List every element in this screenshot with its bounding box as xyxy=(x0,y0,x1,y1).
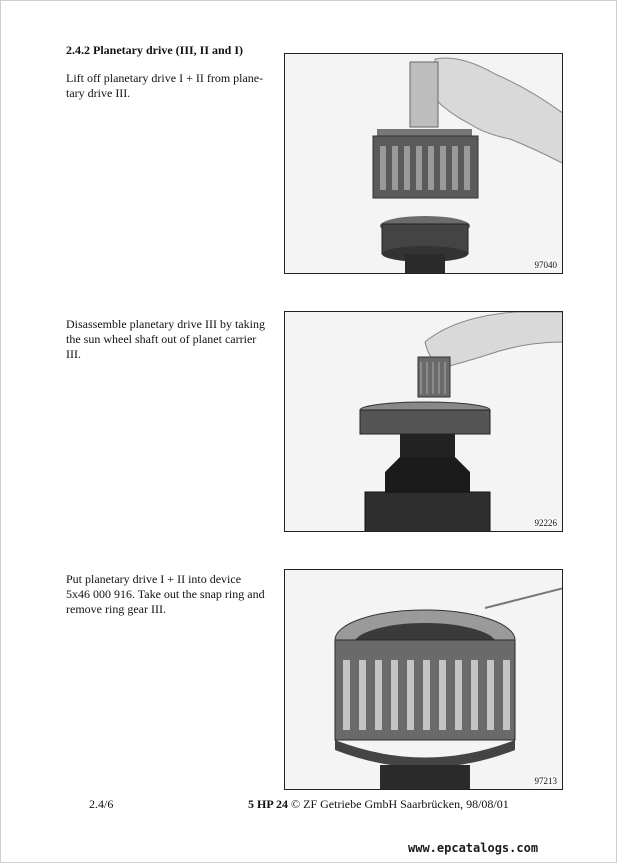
watermark-link[interactable]: www.epcatalogs.com xyxy=(408,841,539,855)
figure-3-illustration xyxy=(285,570,563,790)
copyright-text: © ZF Getriebe GmbH Saarbrücken, 98/08/01 xyxy=(291,797,509,811)
figure-number: 97040 xyxy=(534,260,557,270)
figure-1-illustration xyxy=(285,54,563,274)
instruction-line: remove ring gear III. xyxy=(66,602,166,616)
figure-number: 97213 xyxy=(534,776,557,786)
model-name: 5 HP 24 xyxy=(248,797,289,811)
section-number: 2.4.2 xyxy=(66,43,90,57)
figure-1-photo xyxy=(284,53,563,274)
instruction-step-2 xyxy=(66,317,278,362)
instruction-line: the sun wheel shaft out of planet carrier xyxy=(66,332,257,346)
section-heading xyxy=(66,43,243,58)
instruction-line: Lift off planetary drive I + II from plane- xyxy=(66,71,264,85)
figure-2-photo xyxy=(284,311,563,532)
instruction-line: tary drive III. xyxy=(66,86,131,100)
instruction-line: III. xyxy=(66,347,81,361)
instruction-line: Disassemble planetary drive III by taking xyxy=(66,317,265,331)
footer-copyright xyxy=(248,797,509,812)
instruction-line: 5x46 000 916. Take out the snap ring and xyxy=(66,587,265,601)
page-number: 2.4/6 xyxy=(89,797,114,811)
instruction-line: Put planetary drive I + II into device xyxy=(66,572,242,586)
instruction-step-1 xyxy=(66,71,278,101)
figure-2-illustration xyxy=(285,312,563,532)
instruction-step-3 xyxy=(66,572,278,617)
section-title: Planetary drive (III, II and I) xyxy=(93,43,244,57)
figure-3-photo xyxy=(284,569,563,790)
figure-number: 92226 xyxy=(534,518,557,528)
